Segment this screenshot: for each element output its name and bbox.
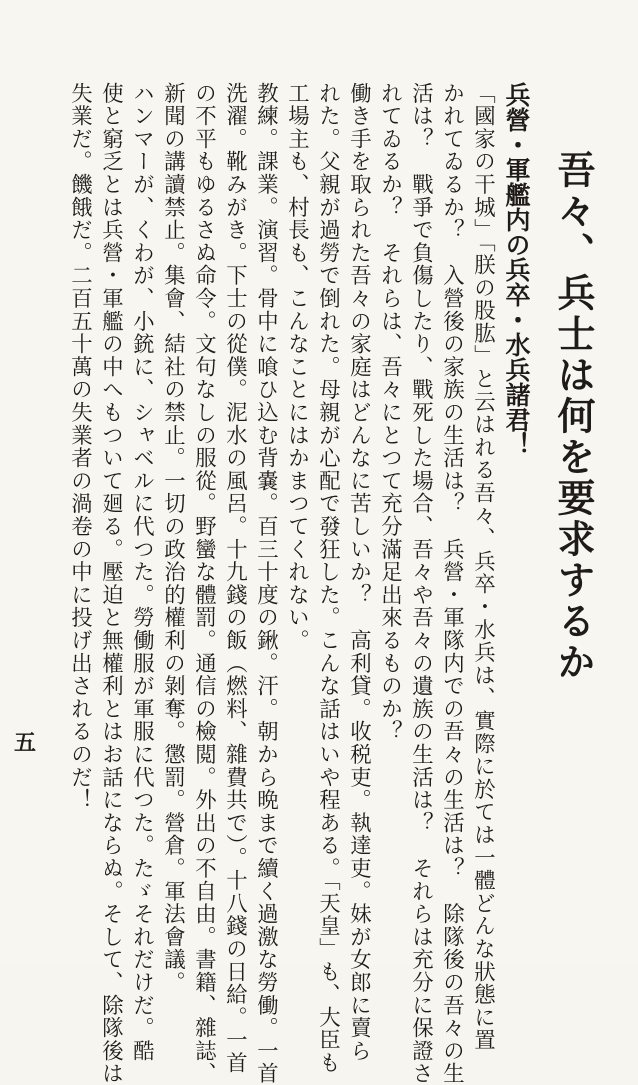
page-title: 吾々、兵士は何を要求するか	[551, 150, 596, 683]
body-line: 新聞の講讀禁止。集會、結社の禁止。一切の政治的權利の剝奪。懲罰。營倉。軍法會議。	[160, 82, 186, 994]
body-line: 工場主も、村長も、こんなことにはかまつてくれない。	[284, 82, 310, 652]
body-line: ハンマーが、くわが、小銃に、シャベルに代つた。勞働服が軍服に代つた。たゞそれだけだ。酷	[129, 82, 155, 1063]
body-line: 教練。課業。演習。骨中に喰ひ込む背嚢。百三十度の鍬。汗。朝から晩まで續く過激な勞働。一首	[253, 82, 279, 1085]
body-line: 使と窮乏とは兵營・軍艦の中へもついて廻る。壓迫と無權利とはお話にならぬ。そして、除隊後は	[98, 82, 124, 1085]
body-line: 活は？ 戰爭で負傷したり、戰死した場合、吾々や吾々の遺族の生活は？ それらは充分に保證さ	[408, 82, 434, 1085]
body-line: れた。父親が過勞で倒れた。母親が心配で發狂した。こんな話はいや程ある。「天皇」も、大臣も	[315, 82, 341, 1075]
body-line: の不平もゆるさぬ命令。文句なしの服從。野蠻な體罰。通信の檢閲。外出の不自由。書籍、雜誌、	[191, 82, 217, 1085]
body-line: 働き手を取られた吾々の家庭はどんなに苦しいか？ 高利貸。收税吏。執達吏。妹が女郎に賣ら	[346, 82, 372, 1063]
body-line: れてゐるか？ それらは、吾々にとつて充分滿足出來るものか？	[377, 82, 403, 744]
body-line: かれてゐるか？ 入營後の家族の生活は？ 兵營・軍隊内での吾々の生活は？ 除隊後の吾々の生	[439, 82, 465, 1085]
page-number: 五	[14, 730, 37, 756]
body-line: 失業だ。饑餓だ。二百五十萬の失業者の渦卷の中に投げ出されるのだ！	[67, 82, 93, 812]
body-line: 「國家の干城」「朕の股肱」と云はれる吾々、兵卒・水兵は、實際に於ては一體どんな狀態に置	[470, 82, 496, 1052]
body-line: 洗濯。靴みがき。下士の從僕。泥水の風呂。十九錢の飯（燃料、雜費共で）。十八錢の日給。一首	[222, 82, 248, 1075]
section-subtitle: 兵營・軍艦内の兵卒・水兵諸君！	[502, 82, 531, 457]
